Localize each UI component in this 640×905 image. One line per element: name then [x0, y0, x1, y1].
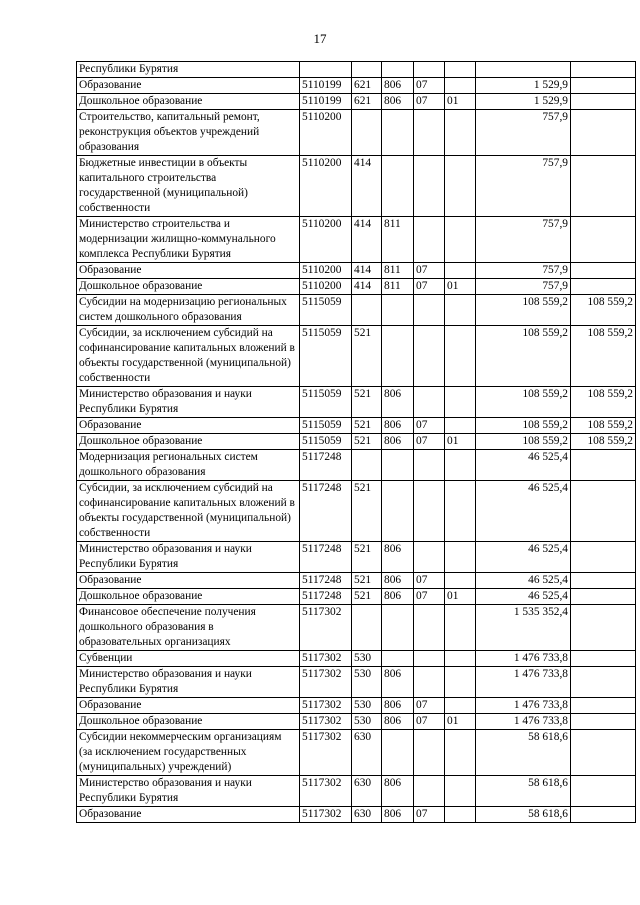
- amount-cell: 108 559,2: [476, 418, 571, 434]
- subsection-cell: [445, 450, 476, 481]
- target-article-cell: 5117248: [300, 450, 352, 481]
- federal-amount-cell: 108 559,2: [571, 326, 636, 387]
- table-row: [77, 418, 636, 434]
- item-name-cell: Образование: [77, 573, 300, 589]
- table-row: [77, 776, 636, 807]
- target-article-cell: 5110200: [300, 156, 352, 217]
- amount-cell: 108 559,2: [476, 387, 571, 418]
- section-cell: 07: [414, 714, 445, 730]
- subsection-cell: [445, 295, 476, 326]
- section-cell: [414, 326, 445, 387]
- amount-cell: 757,9: [476, 110, 571, 156]
- item-name-cell: Образование: [77, 263, 300, 279]
- amount-cell: 58 618,6: [476, 730, 571, 776]
- expense-type-cell: 521: [352, 573, 382, 589]
- table-row: [77, 62, 636, 78]
- section-cell: [414, 387, 445, 418]
- section-cell: [414, 776, 445, 807]
- administrator-cell: 806: [382, 714, 414, 730]
- administrator-cell: [382, 481, 414, 542]
- amount-cell: 108 559,2: [476, 434, 571, 450]
- expense-type-cell: 521: [352, 542, 382, 573]
- amount-cell: 1 535 352,4: [476, 605, 571, 651]
- administrator-cell: 806: [382, 776, 414, 807]
- administrator-cell: [382, 326, 414, 387]
- amount-cell: 757,9: [476, 217, 571, 263]
- administrator-cell: 806: [382, 94, 414, 110]
- amount-cell: 46 525,4: [476, 481, 571, 542]
- federal-amount-cell: 108 559,2: [571, 418, 636, 434]
- section-cell: 07: [414, 263, 445, 279]
- section-cell: 07: [414, 418, 445, 434]
- section-cell: [414, 667, 445, 698]
- table-row: [77, 667, 636, 698]
- expense-type-cell: 630: [352, 730, 382, 776]
- section-cell: [414, 651, 445, 667]
- administrator-cell: 806: [382, 667, 414, 698]
- subsection-cell: [445, 387, 476, 418]
- item-name-cell: Министерство образования и науки Республики Бурятия: [77, 667, 300, 698]
- item-name-cell: Образование: [77, 807, 300, 823]
- federal-amount-cell: [571, 217, 636, 263]
- target-article-cell: 5110200: [300, 110, 352, 156]
- expense-type-cell: 521: [352, 326, 382, 387]
- section-cell: [414, 450, 445, 481]
- section-cell: 07: [414, 94, 445, 110]
- expense-type-cell: 521: [352, 589, 382, 605]
- section-cell: [414, 217, 445, 263]
- section-cell: [414, 605, 445, 651]
- item-name-cell: Субвенции: [77, 651, 300, 667]
- target-article-cell: 5117302: [300, 667, 352, 698]
- amount-cell: 1 529,9: [476, 78, 571, 94]
- amount-cell: 1 476 733,8: [476, 667, 571, 698]
- federal-amount-cell: [571, 279, 636, 295]
- subsection-cell: [445, 730, 476, 776]
- federal-amount-cell: [571, 481, 636, 542]
- section-cell: [414, 730, 445, 776]
- expense-type-cell: 630: [352, 807, 382, 823]
- expense-type-cell: [352, 450, 382, 481]
- section-cell: [414, 481, 445, 542]
- expense-type-cell: 530: [352, 651, 382, 667]
- federal-amount-cell: 108 559,2: [571, 387, 636, 418]
- expense-type-cell: 414: [352, 263, 382, 279]
- budget-table-body: [77, 62, 636, 823]
- table-row: [77, 387, 636, 418]
- subsection-cell: [445, 481, 476, 542]
- section-cell: 07: [414, 78, 445, 94]
- target-article-cell: 5110199: [300, 94, 352, 110]
- table-row: [77, 542, 636, 573]
- administrator-cell: [382, 295, 414, 326]
- table-row: [77, 279, 636, 295]
- federal-amount-cell: [571, 62, 636, 78]
- federal-amount-cell: [571, 698, 636, 714]
- subsection-cell: 01: [445, 94, 476, 110]
- target-article-cell: 5115059: [300, 387, 352, 418]
- section-cell: 07: [414, 279, 445, 295]
- administrator-cell: [382, 156, 414, 217]
- expense-type-cell: 521: [352, 481, 382, 542]
- table-row: [77, 295, 636, 326]
- target-article-cell: 5115059: [300, 418, 352, 434]
- subsection-cell: [445, 573, 476, 589]
- subsection-cell: [445, 776, 476, 807]
- expense-type-cell: 530: [352, 714, 382, 730]
- table-row: [77, 481, 636, 542]
- section-cell: 07: [414, 589, 445, 605]
- page-number: 17: [313, 31, 327, 46]
- subsection-cell: 01: [445, 434, 476, 450]
- target-article-cell: 5110200: [300, 217, 352, 263]
- section-cell: [414, 156, 445, 217]
- administrator-cell: 806: [382, 78, 414, 94]
- federal-amount-cell: [571, 110, 636, 156]
- amount-cell: 757,9: [476, 279, 571, 295]
- item-name-cell: Образование: [77, 698, 300, 714]
- subsection-cell: [445, 326, 476, 387]
- subsection-cell: [445, 698, 476, 714]
- amount-cell: 757,9: [476, 263, 571, 279]
- amount-cell: 46 525,4: [476, 450, 571, 481]
- item-name-cell: Финансовое обеспечение получения дошкольного образования в образовательных организациях: [77, 605, 300, 651]
- expense-type-cell: [352, 62, 382, 78]
- amount-cell: [476, 62, 571, 78]
- federal-amount-cell: [571, 94, 636, 110]
- subsection-cell: [445, 156, 476, 217]
- administrator-cell: [382, 110, 414, 156]
- amount-cell: 108 559,2: [476, 326, 571, 387]
- administrator-cell: [382, 730, 414, 776]
- expense-type-cell: 521: [352, 418, 382, 434]
- administrator-cell: 806: [382, 807, 414, 823]
- administrator-cell: [382, 62, 414, 78]
- federal-amount-cell: [571, 450, 636, 481]
- target-article-cell: 5117302: [300, 730, 352, 776]
- amount-cell: 58 618,6: [476, 776, 571, 807]
- item-name-cell: Строительство, капитальный ремонт, реконструкция объектов учреждений образования: [77, 110, 300, 156]
- target-article-cell: 5117248: [300, 589, 352, 605]
- amount-cell: 1 476 733,8: [476, 714, 571, 730]
- subsection-cell: [445, 217, 476, 263]
- target-article-cell: 5117248: [300, 481, 352, 542]
- amount-cell: 46 525,4: [476, 542, 571, 573]
- expense-type-cell: [352, 110, 382, 156]
- federal-amount-cell: [571, 667, 636, 698]
- federal-amount-cell: [571, 776, 636, 807]
- target-article-cell: 5117302: [300, 698, 352, 714]
- item-name-cell: Субсидии некоммерческим организациям (за исключением государственных (муниципальных) учреждений): [77, 730, 300, 776]
- section-cell: 07: [414, 573, 445, 589]
- section-cell: [414, 110, 445, 156]
- subsection-cell: [445, 418, 476, 434]
- target-article-cell: 5115059: [300, 295, 352, 326]
- federal-amount-cell: [571, 573, 636, 589]
- target-article-cell: 5115059: [300, 434, 352, 450]
- federal-amount-cell: [571, 651, 636, 667]
- table-row: [77, 714, 636, 730]
- expense-type-cell: 621: [352, 94, 382, 110]
- amount-cell: 1 529,9: [476, 94, 571, 110]
- section-cell: 07: [414, 698, 445, 714]
- table-row: [77, 94, 636, 110]
- table-row: [77, 450, 636, 481]
- target-article-cell: 5117302: [300, 605, 352, 651]
- federal-amount-cell: [571, 263, 636, 279]
- amount-cell: 46 525,4: [476, 589, 571, 605]
- target-article-cell: 5110200: [300, 279, 352, 295]
- item-name-cell: Дошкольное образование: [77, 589, 300, 605]
- expense-type-cell: 621: [352, 78, 382, 94]
- table-row: [77, 78, 636, 94]
- item-name-cell: Субсидии, за исключением субсидий на софинансирование капитальных вложений в объекты государственной (муниципальной) собственности: [77, 326, 300, 387]
- expense-type-cell: [352, 295, 382, 326]
- section-cell: 07: [414, 807, 445, 823]
- expense-type-cell: 414: [352, 217, 382, 263]
- subsection-cell: [445, 263, 476, 279]
- subsection-cell: 01: [445, 714, 476, 730]
- amount-cell: 1 476 733,8: [476, 698, 571, 714]
- item-name-cell: Дошкольное образование: [77, 279, 300, 295]
- target-article-cell: 5117248: [300, 542, 352, 573]
- expense-type-cell: [352, 605, 382, 651]
- item-name-cell: Дошкольное образование: [77, 434, 300, 450]
- administrator-cell: 806: [382, 698, 414, 714]
- target-article-cell: 5117302: [300, 807, 352, 823]
- administrator-cell: 806: [382, 542, 414, 573]
- table-row: [77, 698, 636, 714]
- table-row: [77, 605, 636, 651]
- expense-type-cell: 530: [352, 667, 382, 698]
- federal-amount-cell: [571, 714, 636, 730]
- table-row: [77, 110, 636, 156]
- administrator-cell: 806: [382, 387, 414, 418]
- federal-amount-cell: [571, 156, 636, 217]
- subsection-cell: [445, 651, 476, 667]
- section-cell: 07: [414, 434, 445, 450]
- amount-cell: 46 525,4: [476, 573, 571, 589]
- amount-cell: 1 476 733,8: [476, 651, 571, 667]
- federal-amount-cell: [571, 605, 636, 651]
- table-row: [77, 651, 636, 667]
- amount-cell: 757,9: [476, 156, 571, 217]
- target-article-cell: 5117248: [300, 573, 352, 589]
- subsection-cell: [445, 542, 476, 573]
- subsection-cell: 01: [445, 589, 476, 605]
- item-name-cell: Министерство образования и науки Республики Бурятия: [77, 387, 300, 418]
- table-row: [77, 156, 636, 217]
- expense-type-cell: 414: [352, 156, 382, 217]
- federal-amount-cell: 108 559,2: [571, 295, 636, 326]
- administrator-cell: 811: [382, 279, 414, 295]
- table-row: [77, 807, 636, 823]
- administrator-cell: [382, 605, 414, 651]
- item-name-cell: Образование: [77, 78, 300, 94]
- target-article-cell: 5117302: [300, 714, 352, 730]
- federal-amount-cell: [571, 589, 636, 605]
- item-name-cell: Республики Бурятия: [77, 62, 300, 78]
- administrator-cell: [382, 450, 414, 481]
- subsection-cell: [445, 78, 476, 94]
- target-article-cell: 5110200: [300, 263, 352, 279]
- target-article-cell: 5110199: [300, 78, 352, 94]
- section-cell: [414, 295, 445, 326]
- target-article-cell: [300, 62, 352, 78]
- item-name-cell: Дошкольное образование: [77, 94, 300, 110]
- expense-type-cell: 521: [352, 434, 382, 450]
- table-row: [77, 730, 636, 776]
- federal-amount-cell: [571, 730, 636, 776]
- target-article-cell: 5115059: [300, 326, 352, 387]
- administrator-cell: 806: [382, 573, 414, 589]
- federal-amount-cell: [571, 542, 636, 573]
- target-article-cell: 5117302: [300, 776, 352, 807]
- subsection-cell: [445, 807, 476, 823]
- amount-cell: 108 559,2: [476, 295, 571, 326]
- administrator-cell: 806: [382, 418, 414, 434]
- expense-type-cell: 414: [352, 279, 382, 295]
- amount-cell: 58 618,6: [476, 807, 571, 823]
- section-cell: [414, 542, 445, 573]
- federal-amount-cell: [571, 807, 636, 823]
- administrator-cell: [382, 651, 414, 667]
- section-cell: [414, 62, 445, 78]
- item-name-cell: Дошкольное образование: [77, 714, 300, 730]
- item-name-cell: Министерство образования и науки Республики Бурятия: [77, 776, 300, 807]
- table-row: [77, 326, 636, 387]
- federal-amount-cell: 108 559,2: [571, 434, 636, 450]
- administrator-cell: 806: [382, 434, 414, 450]
- subsection-cell: [445, 110, 476, 156]
- federal-amount-cell: [571, 78, 636, 94]
- budget-table: [76, 61, 636, 823]
- table-row: [77, 434, 636, 450]
- item-name-cell: Министерство образования и науки Республики Бурятия: [77, 542, 300, 573]
- expense-type-cell: 521: [352, 387, 382, 418]
- item-name-cell: Субсидии на модернизацию региональных систем дошкольного образования: [77, 295, 300, 326]
- item-name-cell: Образование: [77, 418, 300, 434]
- item-name-cell: Модернизация региональных систем дошкольного образования: [77, 450, 300, 481]
- item-name-cell: Субсидии, за исключением субсидий на софинансирование капитальных вложений в объекты государственной (муниципальной) собственности: [77, 481, 300, 542]
- subsection-cell: 01: [445, 279, 476, 295]
- administrator-cell: 806: [382, 589, 414, 605]
- subsection-cell: [445, 605, 476, 651]
- table-row: [77, 217, 636, 263]
- item-name-cell: Бюджетные инвестиции в объекты капитального строительства государственной (муниципальной) собственности: [77, 156, 300, 217]
- expense-type-cell: 530: [352, 698, 382, 714]
- table-row: [77, 589, 636, 605]
- subsection-cell: [445, 62, 476, 78]
- administrator-cell: 811: [382, 263, 414, 279]
- table-row: [77, 263, 636, 279]
- item-name-cell: Министерство строительства и модернизации жилищно-коммунального комплекса Республики Бурятия: [77, 217, 300, 263]
- expense-type-cell: 630: [352, 776, 382, 807]
- subsection-cell: [445, 667, 476, 698]
- target-article-cell: 5117302: [300, 651, 352, 667]
- administrator-cell: 811: [382, 217, 414, 263]
- table-row: [77, 573, 636, 589]
